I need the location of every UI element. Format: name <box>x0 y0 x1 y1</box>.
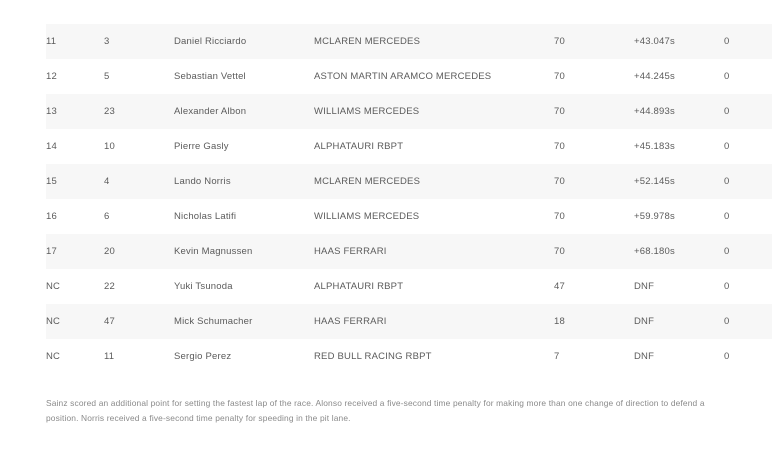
cell-team: RED BULL RACING RBPT <box>314 351 432 362</box>
cell-points: 0 <box>724 246 730 257</box>
cell-position: 13 <box>46 106 57 117</box>
cell-points: 0 <box>724 316 730 327</box>
table-row <box>46 269 772 304</box>
cell-position: 12 <box>46 71 57 82</box>
cell-time: DNF <box>634 351 655 362</box>
cell-team: HAAS FERRARI <box>314 246 387 257</box>
cell-driver: Sergio Perez <box>174 351 232 362</box>
cell-laps: 70 <box>554 71 565 82</box>
cell-time: +45.183s <box>634 141 675 152</box>
cell-team: MCLAREN MERCEDES <box>314 176 421 187</box>
cell-laps: 70 <box>554 106 565 117</box>
cell-car-number: 3 <box>104 36 110 47</box>
cell-points: 0 <box>724 141 730 152</box>
cell-points: 0 <box>724 36 730 47</box>
cell-time: +44.893s <box>634 106 675 117</box>
cell-team: MCLAREN MERCEDES <box>314 36 421 47</box>
cell-time: +44.245s <box>634 71 675 82</box>
cell-laps: 70 <box>554 176 565 187</box>
cell-team: ALPHATAURI RBPT <box>314 141 404 152</box>
cell-laps: 70 <box>554 211 565 222</box>
cell-driver: Sebastian Vettel <box>174 71 246 82</box>
table-row <box>46 164 772 199</box>
cell-position: NC <box>46 316 61 327</box>
cell-driver: Alexander Albon <box>174 106 247 117</box>
table-row <box>46 234 772 269</box>
cell-time: +59.978s <box>634 211 675 222</box>
cell-driver: Lando Norris <box>174 176 231 187</box>
table-row <box>46 339 772 374</box>
cell-points: 0 <box>724 71 730 82</box>
cell-team: WILLIAMS MERCEDES <box>314 106 420 117</box>
cell-car-number: 47 <box>104 316 115 327</box>
cell-driver: Yuki Tsunoda <box>174 281 233 292</box>
table-row <box>46 199 772 234</box>
cell-car-number: 23 <box>104 106 115 117</box>
cell-car-number: 10 <box>104 141 115 152</box>
cell-position: 14 <box>46 141 57 152</box>
results-footnote: Sainz scored an additional point for setting the fastest lap of the race. Alonso received a five-second time penalty for making more than one change of direction to defend a position. Norris received a five-second time penalty for speeding in the pit lane. <box>46 398 705 423</box>
cell-laps: 70 <box>554 141 565 152</box>
cell-time: DNF <box>634 316 655 327</box>
cell-points: 0 <box>724 211 730 222</box>
cell-position: 17 <box>46 246 57 257</box>
cell-laps: 70 <box>554 36 565 47</box>
cell-driver: Nicholas Latifi <box>174 211 237 222</box>
cell-car-number: 20 <box>104 246 115 257</box>
cell-driver: Daniel Ricciardo <box>174 36 247 47</box>
cell-team: ASTON MARTIN ARAMCO MERCEDES <box>314 71 492 82</box>
table-row <box>46 24 772 59</box>
table-row <box>46 94 772 129</box>
table-row <box>46 129 772 164</box>
cell-laps: 18 <box>554 316 565 327</box>
cell-points: 0 <box>724 281 730 292</box>
cell-laps: 7 <box>554 351 560 362</box>
cell-points: 0 <box>724 106 730 117</box>
cell-car-number: 11 <box>104 351 115 362</box>
cell-position: 15 <box>46 176 57 187</box>
cell-laps: 70 <box>554 246 565 257</box>
cell-driver: Kevin Magnussen <box>174 246 253 257</box>
cell-time: DNF <box>634 281 655 292</box>
cell-points: 0 <box>724 176 730 187</box>
cell-position: NC <box>46 351 61 362</box>
cell-team: WILLIAMS MERCEDES <box>314 211 420 222</box>
cell-team: ALPHATAURI RBPT <box>314 281 404 292</box>
cell-position: 11 <box>46 36 57 47</box>
table-row <box>46 59 772 94</box>
cell-driver: Mick Schumacher <box>174 316 253 327</box>
cell-laps: 47 <box>554 281 565 292</box>
race-results-body <box>46 24 772 374</box>
cell-car-number: 6 <box>104 211 110 222</box>
cell-car-number: 5 <box>104 71 110 82</box>
race-results-table <box>46 24 772 374</box>
cell-car-number: 4 <box>104 176 110 187</box>
cell-time: +52.145s <box>634 176 675 187</box>
cell-position: NC <box>46 281 61 292</box>
cell-driver: Pierre Gasly <box>174 141 229 152</box>
table-row <box>46 304 772 339</box>
cell-time: +43.047s <box>634 36 675 47</box>
cell-points: 0 <box>724 351 730 362</box>
cell-position: 16 <box>46 211 57 222</box>
cell-team: HAAS FERRARI <box>314 316 387 327</box>
cell-time: +68.180s <box>634 246 675 257</box>
cell-car-number: 22 <box>104 281 115 292</box>
